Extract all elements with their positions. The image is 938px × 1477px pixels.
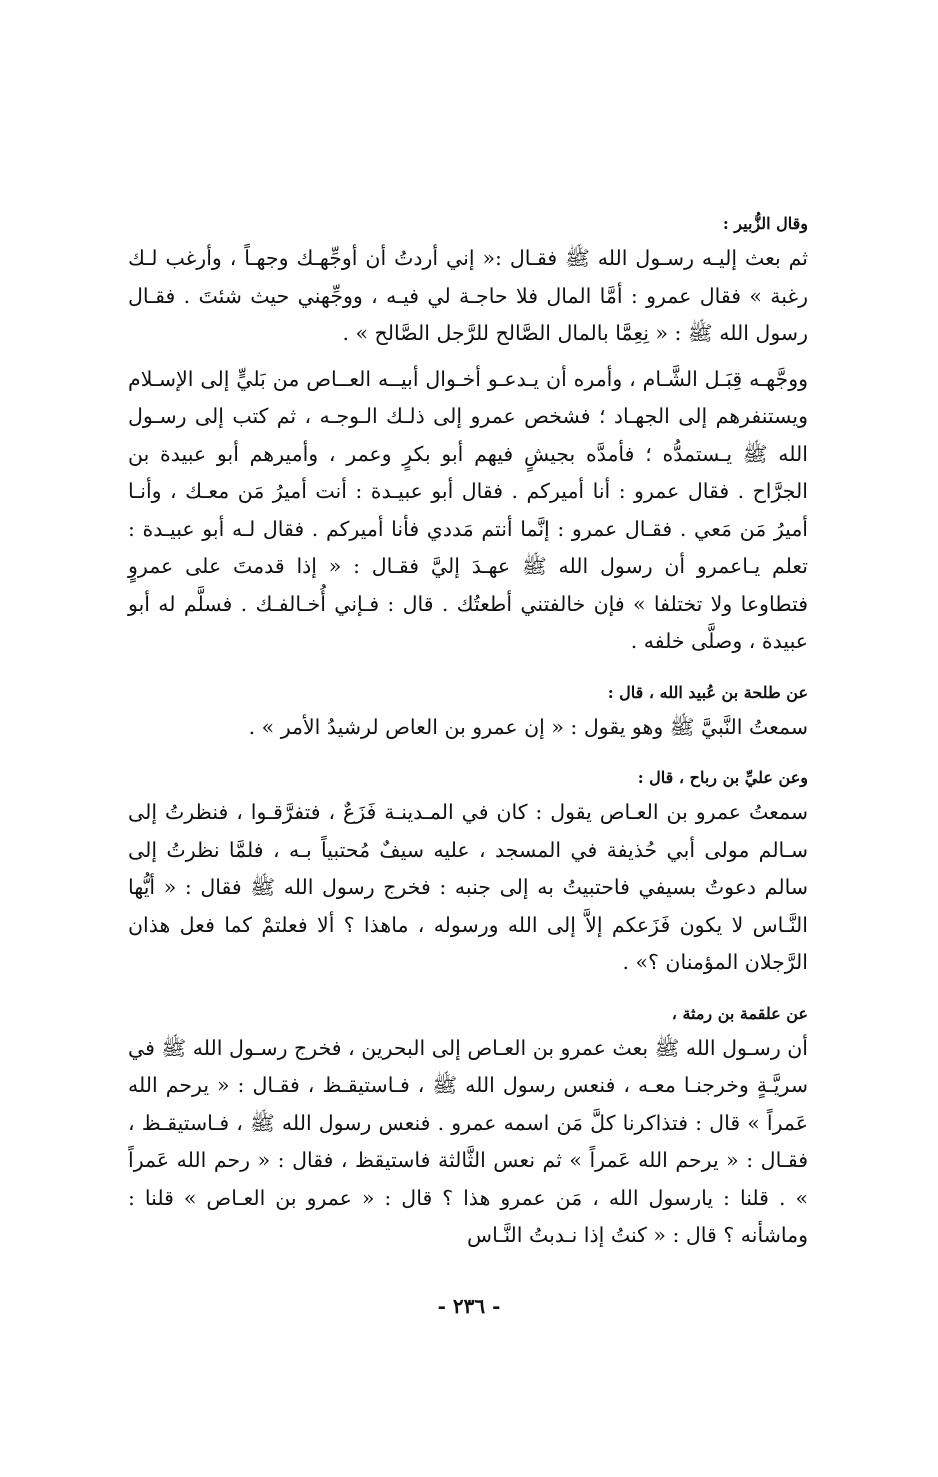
narrator-heading: وقال الزُّبير : (722, 214, 808, 233)
narrator-heading: عن علقمة بن رمثة ، (671, 1003, 808, 1023)
paragraph: ووجَّهـه قِبَـل الشَّـام ، وأمره أن يـدعـو أخـوال أبيــه العــاص من بَليٍّ إلى الإسـلام ويستنفرهم إلى الجهـاد ؛ فشخص عمرو إلى ذلـك الـوجـه ، ثم كتب إلى رسـول الله ﷺ يـستمدُّه ؛ فأمدَّه بجيشٍ فيهم أبو بكرٍ وعمر ، وأميرهم أبو عبيدة بن الجرَّاح . فقال عمرو : أنا أميركم . فقال أبو عبيـدة : أنت أميرُ مَن معـك ، وأنـا أميرُ مَن مَعي . فقـال عمرو : إنَّما أنتم مَددي فأنا أميركم . فقال لـه أبو عبيـدة : تعلم يـاعمرو أن رسول الله ﷺ عهـدَ إليَّ فقـال : « إذا قدمتَ على عمروٍ فتطاوعا ولا تختلفا » فإن خالفتني أطعتُك . قال : فـإني أُخـالفـك . فسلَّم له أبو عبيدة ، وصلَّى خلفه . (128, 366, 808, 653)
page-number: - ٢٣٦ - (437, 1294, 501, 1318)
narrator-heading: وعن عليِّ بن رباح ، قال : (637, 768, 808, 787)
section-zubayr (128, 212, 808, 661)
paragraph: أن رسـول الله ﷺ بعث عمرو بن العـاص إلى البحرين ، فخرج رسـول الله ﷺ في سريَّـةٍ وخرجنـا معـه ، فنعس رسول الله ﷺ ، فـاستيقـظ ، فقـال : « يرحم الله عَمراً » قال : فتذاكرنا كلَّ مَن اسمه عمرو . فنعس رسول الله ﷺ ، فـاستيقـظ ، فقـال : « يرحم الله عَمراً » ثم نعس الثَّالثة فاستيقظ ، فقال : « رحم الله عَمراً » . قلنا : يارسول الله ، مَن عمرو هذا ؟ قال : « عمرو بن العـاص » قلنا : وماشأنه ؟ قال : « كنتُ إذا نـدبتُ النَّـاس (128, 1035, 808, 1247)
section-talha (128, 681, 808, 747)
section-ali-ibn-rabah (128, 766, 808, 982)
paragraph: ثم بعث إليـه رسـول الله ﷺ فقـال :« إني أردتُ أن أوجِّهـك وجهـاً ، وأرغب لـك رغبة » فقال عمرو : أمَّا المال فلا حاجـة لي فيـه ، ووجِّهني حيث شئتَ . فقـال رسول الله ﷺ : « نِعِمَّا بالمال الصَّالح للرَّجل الصَّالح » . (128, 246, 808, 345)
section-alqama (128, 1002, 808, 1255)
paragraph: سمعتُ عمرو بن العـاص يقول : كان في المـدينـة فَزَعٌ ، فتفرَّقـوا ، فنظرتُ إلى سـالم مولى أبي حُذيفة في المسجد ، عليه سيفٌ مُحتبياً بـه ، فلمَّا نظرتُ إلى سالم دعوتُ بسيفي فاحتبيتُ به إلى جنبه : فخرج رسول الله ﷺ فقال : « أيُّها النَّـاس لا يكون فَزَعكم إلاَّ إلى الله ورسوله ، ماهذا ؟ ألا فعلتمْ كما فعل هذان الرَّجلان المؤمنان ؟» . (128, 800, 808, 974)
narrator-heading: عن طلحة بن عُبيد الله ، قال : (607, 682, 808, 702)
page-body (128, 212, 808, 1255)
paragraph: سمعتُ النَّبيَّ ﷺ وهو يقول : « إن عمرو بن العاص لرشيدُ الأمر » . (248, 714, 808, 739)
